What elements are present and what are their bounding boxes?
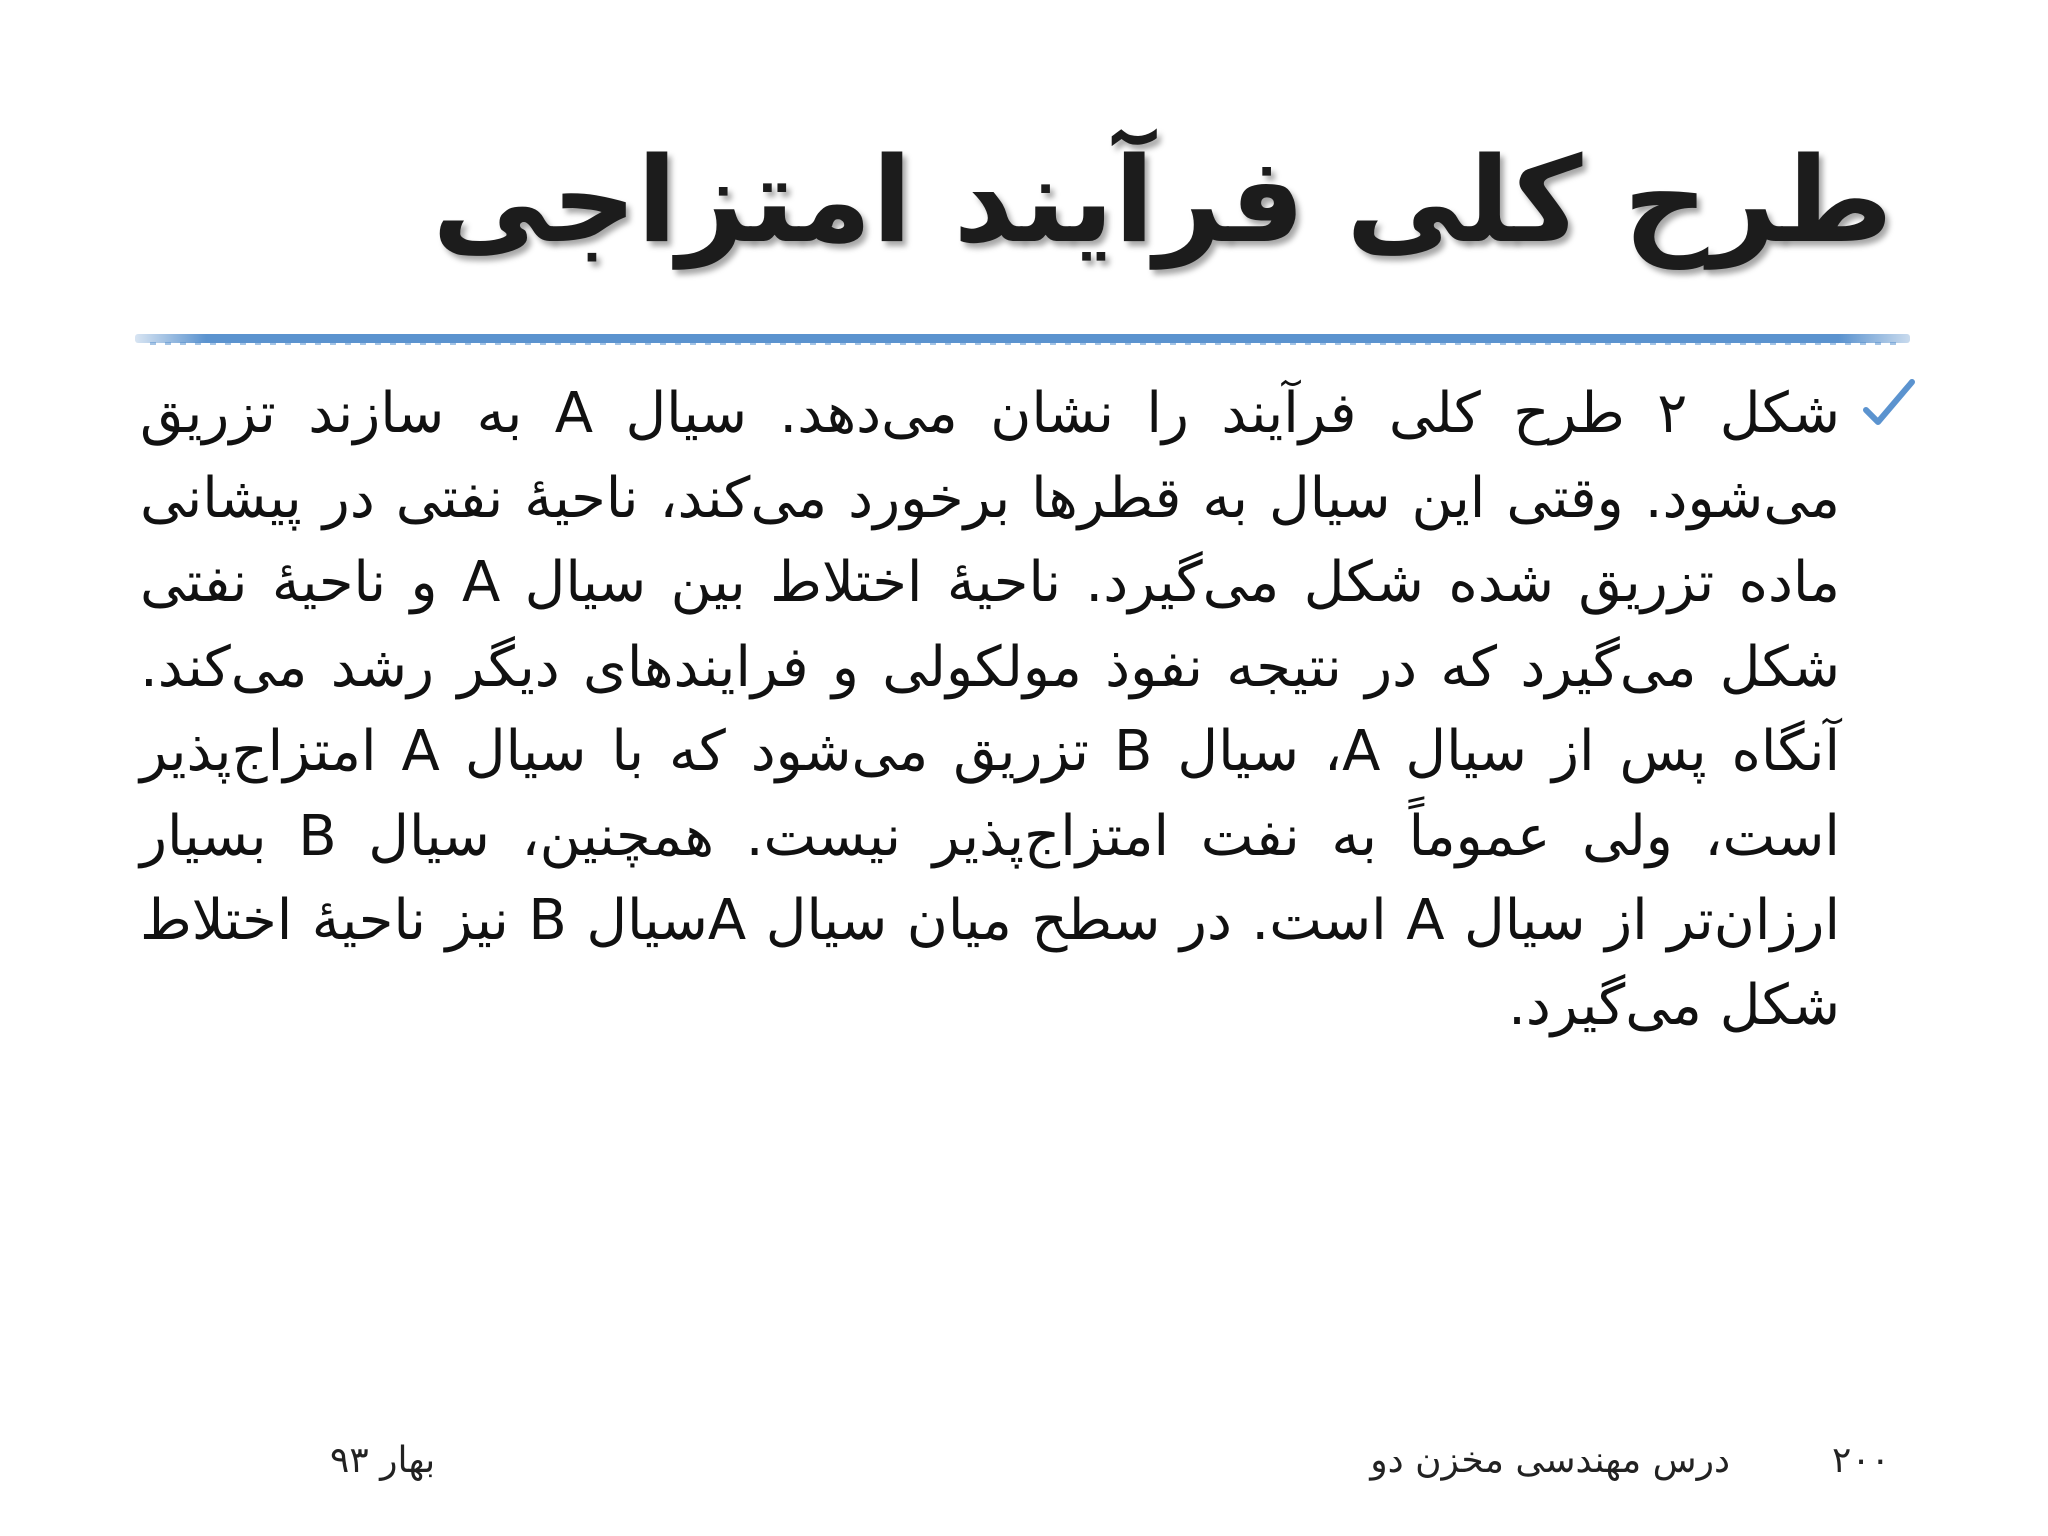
slide-title: طرح کلی فرآیند امتزاجی	[432, 131, 1893, 269]
title-divider-texture	[150, 342, 1900, 345]
checkmark-icon	[1856, 372, 1920, 436]
body-paragraph: شکل ۲ طرح کلی فرآیند را نشان می‌دهد. سیال A به سازند تزریق می‌شود. وقتی این سیال به قطرها برخورد می‌کند، ناحیهٔ نفتی در پیشانی ماده تزریق شده شکل می‌گیرد. ناحیهٔ اختلاط بین سیال A و ناحیهٔ نفتی شکل می‌گیرد که در نتیجه نفوذ مولکولی و فرایندهای دیگر رشد می‌کند. آنگاه پس از سیال A، سیال B تزریق می‌شود که با سیال A امتزاج‌پذیر است، ولی عموماً به نفت امتزاج‌پذیر نیست. همچنین، سیال B بسیار ارزان‌تر از سیال A است. در سطح میان سیال Aسیال B نیز ناحیهٔ اختلاط شکل می‌گیرد.	[140, 381, 1841, 1038]
term-label: بهار ۹۳	[330, 1440, 436, 1481]
page-number: ۲۰۰	[1831, 1440, 1890, 1481]
course-name: درس مهندسی مخزن دو	[1370, 1440, 1730, 1481]
